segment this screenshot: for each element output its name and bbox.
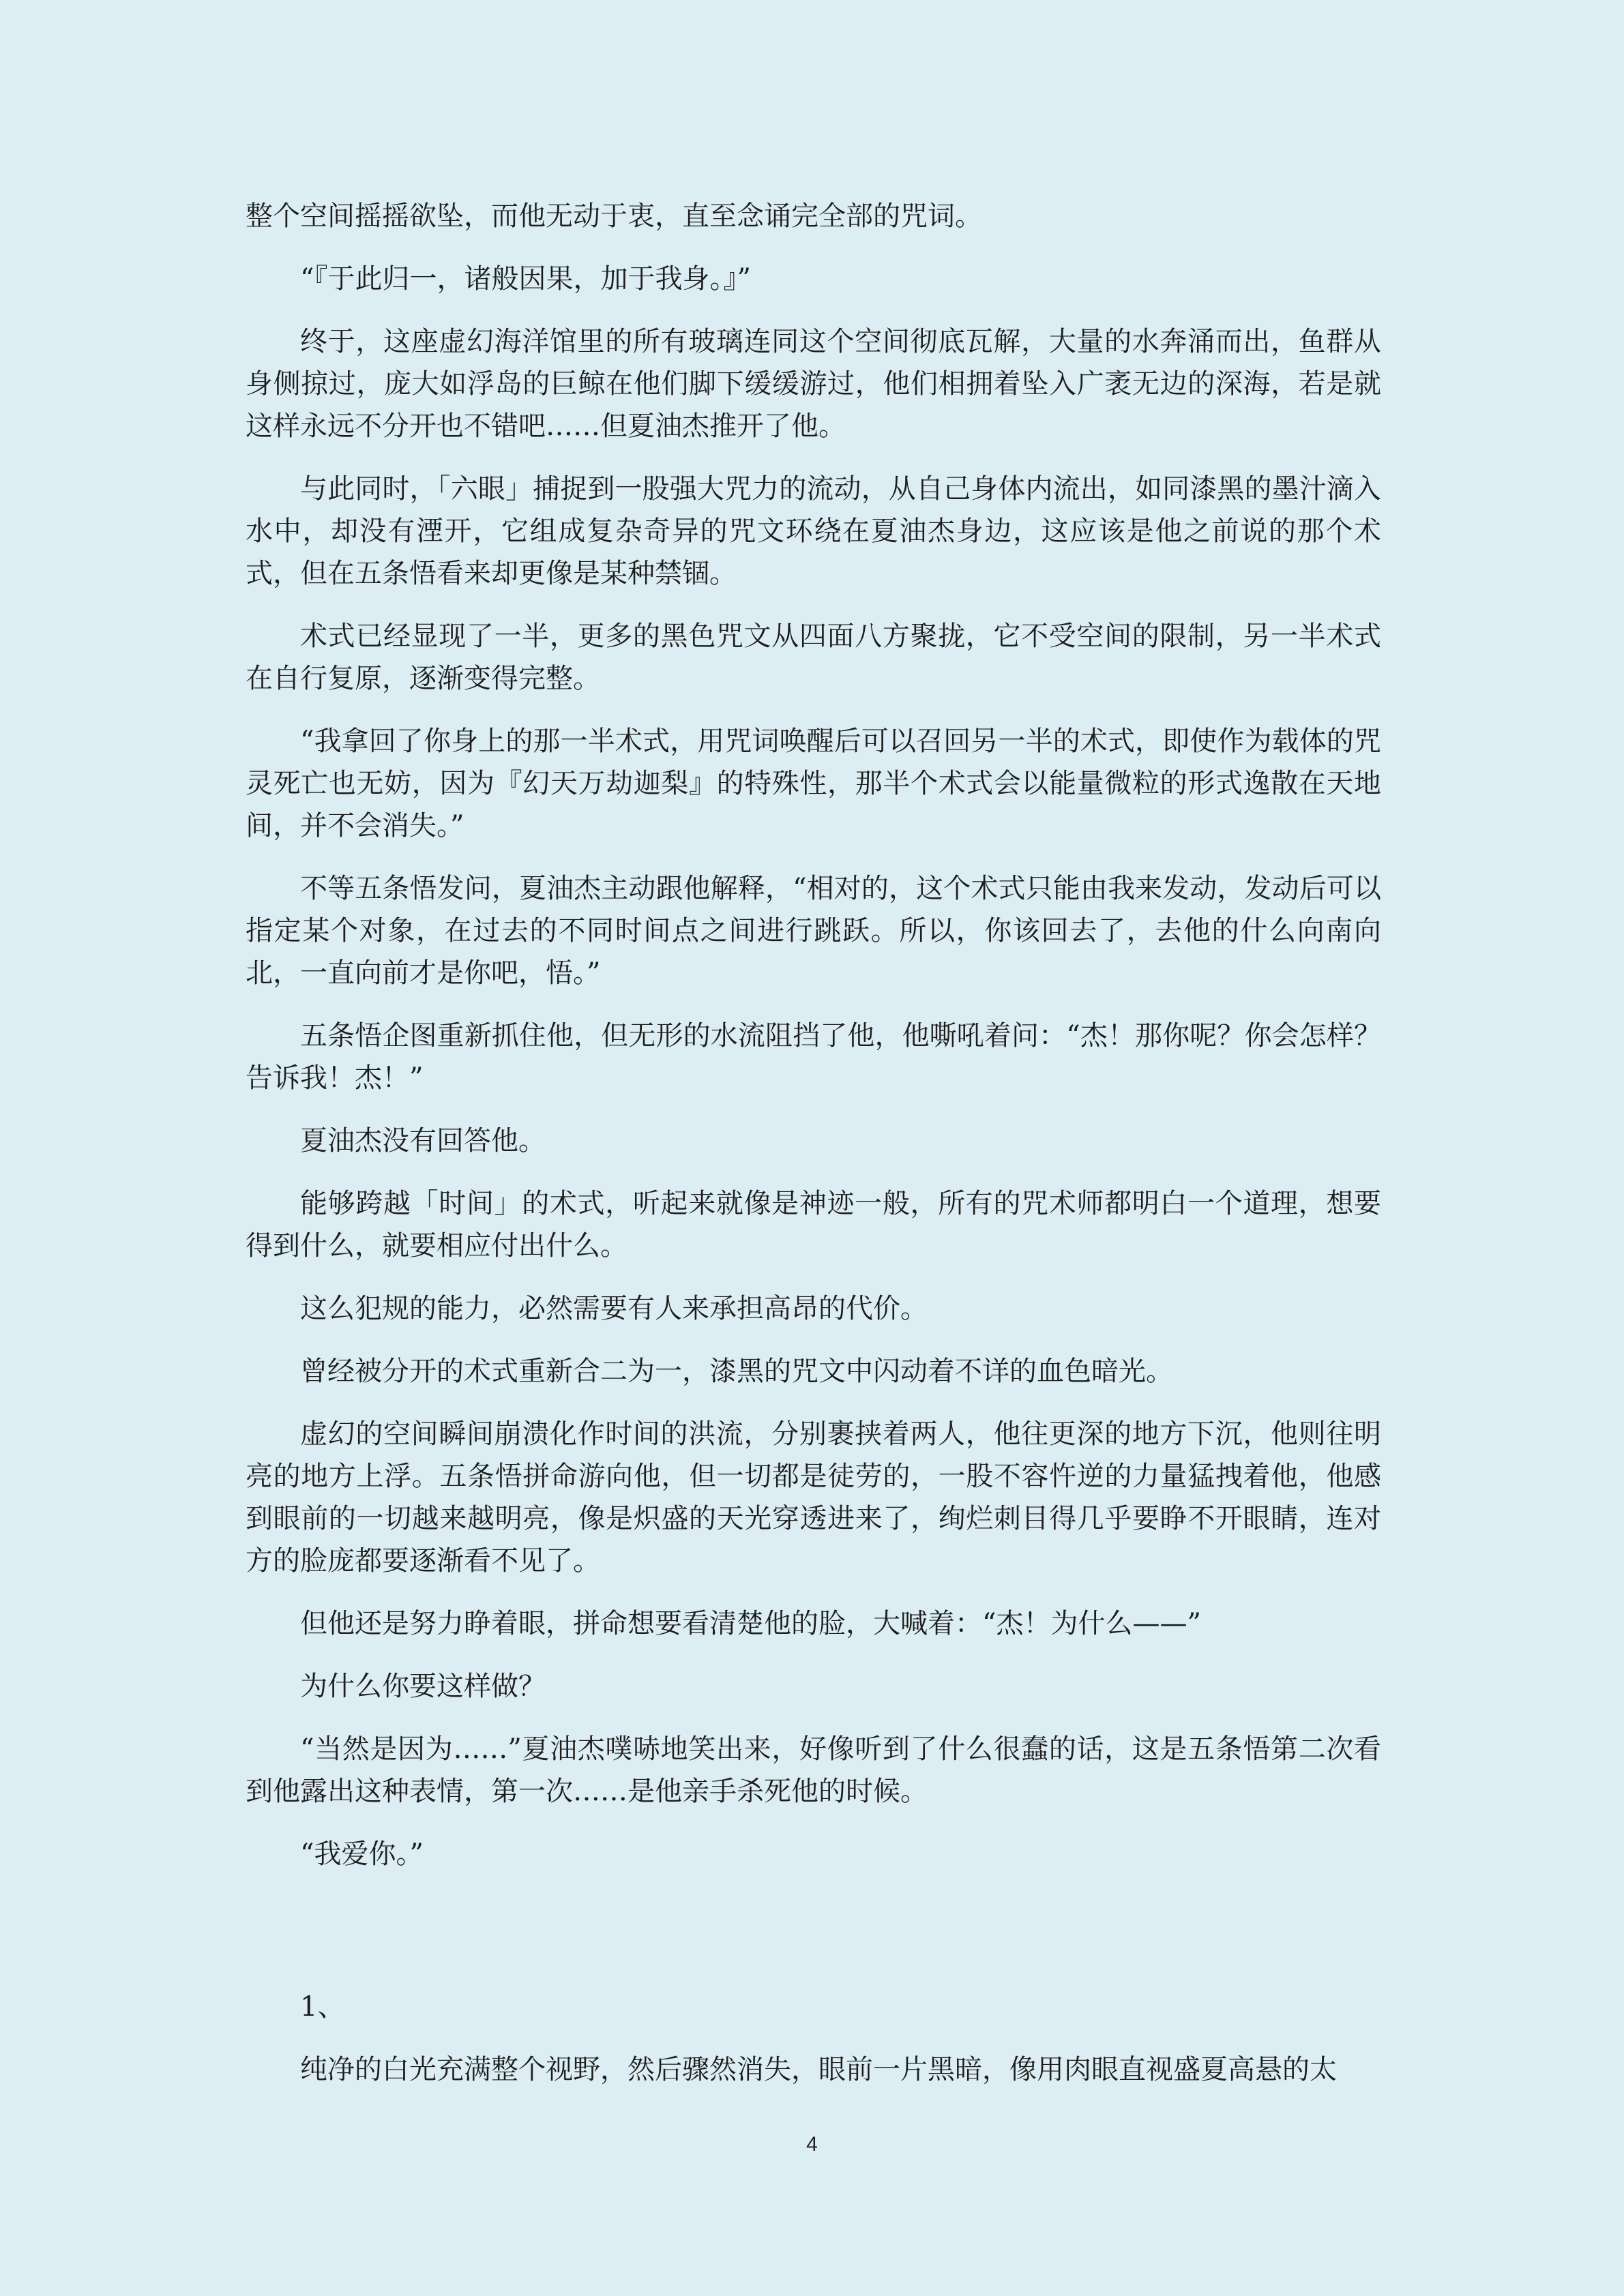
page-number: 4 (806, 2133, 818, 2156)
paragraph: “我爱你。” (300, 1838, 424, 1870)
paragraph: 能够跨越「时间」的术式，听起来就像是神迹一般，所有的咒术师都明白一个道理，想要得到什么，就要相应付出什么。 (246, 1188, 1381, 1262)
paragraph: 不等五条悟发问，夏油杰主动跟他解释，“相对的，这个术式只能由我来发动，发动后可以指定某个对象，在过去的不同时间点之间进行跳跃。所以，你该回去了，去他的什么向南向北，一直向前才是你吧，悟。” (246, 873, 1381, 989)
paragraph: 与此同时，「六眼」捕捉到一股强大咒力的流动，从自己身体内流出，如同漆黑的墨汁滴入水中，却没有湮开，它组成复杂奇异的咒文环绕在夏油杰身边，这应该是他之前说的那个术式，但在五条悟看来却更像是某种禁锢。 (246, 473, 1381, 589)
paragraph: 1、 (300, 1991, 345, 2023)
section-break (246, 1896, 1381, 1986)
paragraph: 这么犯规的能力，必然需要有人来承担高昂的代价。 (300, 1293, 928, 1324)
page-content (246, 195, 1381, 2111)
paragraph: 但他还是努力睁着眼，拼命想要看清楚他的脸，大喊着：“杰！为什么——” (300, 1608, 1201, 1639)
paragraph: 为什么你要这样做？ (300, 1671, 546, 1702)
paragraph: 终于，这座虚幻海洋馆里的所有玻璃连同这个空间彻底瓦解，大量的水奔涌而出，鱼群从身侧掠过，庞大如浮岛的巨鲸在他们脚下缓缓游过，他们相拥着坠入广袤无边的深海，若是就这样永远不分开也不错吧……但夏油杰推开了他。 (246, 326, 1381, 442)
paragraph: 整个空间摇摇欲坠，而他无动于衷，直至念诵完全部的咒词。 (246, 200, 982, 232)
paragraph: 夏油杰没有回答他。 (300, 1125, 546, 1157)
paragraph: “当然是因为……”夏油杰噗哧地笑出来，好像听到了什么很蠢的话，这是五条悟第二次看到他露出这种表情，第一次……是他亲手杀死他的时候。 (246, 1733, 1381, 1807)
paragraph: 术式已经显现了一半，更多的黑色咒文从四面八方聚拢，它不受空间的限制，另一半术式在自行复原，逐渐变得完整。 (246, 621, 1381, 694)
paragraph: “『于此归一，诸般因果，加于我身。』” (300, 263, 751, 295)
paragraph: 曾经被分开的术式重新合二为一，漆黑的咒文中闪动着不详的血色暗光。 (300, 1356, 1173, 1387)
paragraph: 五条悟企图重新抓住他，但无形的水流阻挡了他，他嘶吼着问：“杰！那你呢？你会怎样？告诉我！杰！” (246, 1020, 1381, 1094)
paragraph: “我拿回了你身上的那一半术式，用咒词唤醒后可以召回另一半的术式，即使作为载体的咒灵死亡也无妨，因为『幻天万劫迦梨』的特殊性，那半个术式会以能量微粒的形式逸散在天地间，并不会消失。” (246, 726, 1381, 841)
paragraph: 虚幻的空间瞬间崩溃化作时间的洪流，分别裹挟着两人，他往更深的地方下沉，他则往明亮的地方上浮。五条悟拼命游向他，但一切都是徒劳的，一股不容忤逆的力量猛拽着他，他感到眼前的一切越来越明亮，像是炽盛的天光穿透进来了，绚烂刺目得几乎要睁不开眼睛，连对方的脸庞都要逐渐看不见了。 (246, 1418, 1381, 1577)
paragraph: 纯净的白光充满整个视野，然后骤然消失，眼前一片黑暗，像用肉眼直视盛夏高悬的太 (300, 2054, 1337, 2085)
text-section-2 (246, 1986, 1381, 2091)
text-section-1 (246, 195, 1381, 1875)
